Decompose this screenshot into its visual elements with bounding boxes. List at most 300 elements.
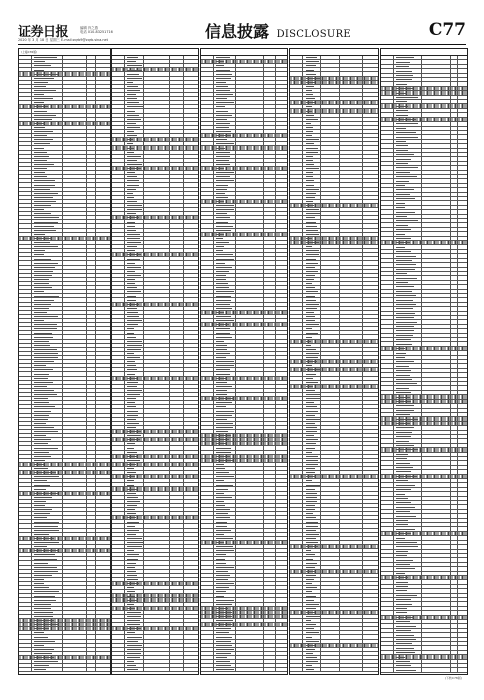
table-cell-divider: [393, 188, 394, 191]
table-cell-divider: [95, 516, 96, 519]
table-cell-divider: [62, 340, 63, 343]
table-cell-divider: [263, 134, 264, 137]
table-cell-text: [306, 448, 315, 449]
table-cell-divider: [235, 389, 236, 392]
table-cell-divider: [339, 487, 340, 490]
table-cell-text: [34, 669, 45, 670]
table-cell-text: [306, 554, 315, 555]
table-cell-text: [306, 591, 312, 592]
table-cell-text: [34, 591, 59, 592]
table-cell-divider: [62, 389, 63, 392]
table-cell-divider: [393, 660, 394, 663]
table-cell-divider: [124, 159, 125, 162]
table-cell-text: [306, 653, 313, 654]
table-cell-divider: [31, 142, 32, 145]
table-cell-divider: [457, 223, 458, 226]
table-cell-divider: [362, 142, 363, 145]
table-cell-divider: [31, 163, 32, 166]
table-cell-text: [306, 70, 314, 71]
table-cell-text: [34, 337, 52, 338]
table-cell-divider: [302, 483, 303, 486]
table-cell-divider: [275, 171, 276, 174]
table-cell-divider: [62, 648, 63, 651]
table-cell-divider: [450, 483, 451, 486]
table-cell-divider: [275, 77, 276, 80]
table-cell-divider: [320, 319, 321, 322]
table-cell-divider: [362, 434, 363, 437]
table-cell-text: [34, 402, 49, 403]
table-cell-text: [216, 632, 228, 633]
table-cell-divider: [275, 138, 276, 141]
table-cell-text: [306, 312, 314, 313]
table-cell-divider: [124, 648, 125, 651]
table-cell-divider: [320, 615, 321, 618]
table-cell-divider: [86, 393, 87, 396]
table-cell-divider: [31, 660, 32, 663]
table-cell-divider: [339, 578, 340, 581]
table-cell-divider: [95, 455, 96, 458]
table-cell-text: [127, 94, 136, 95]
table-cell-divider: [31, 315, 32, 318]
table-cell-text: [396, 414, 410, 415]
table-cell-divider: [302, 574, 303, 577]
table-cell-divider: [263, 286, 264, 289]
table-cell-divider: [263, 146, 264, 149]
table-cell-divider: [86, 512, 87, 515]
table-cell-divider: [213, 664, 214, 667]
table-cell-divider: [62, 594, 63, 597]
table-cell-divider: [86, 574, 87, 577]
table-cell-divider: [263, 319, 264, 322]
table-cell-divider: [275, 598, 276, 601]
table-cell-text: [127, 398, 136, 399]
table-cell-divider: [183, 640, 184, 643]
table-cell-divider: [143, 64, 144, 67]
table-cell-divider: [362, 261, 363, 264]
table-cell-divider: [457, 285, 458, 288]
table-cell-text: [34, 369, 53, 370]
table-cell-divider: [339, 619, 340, 622]
table-cell-divider: [362, 290, 363, 293]
table-cell-text: [216, 583, 233, 584]
table-cell-divider: [339, 298, 340, 301]
table-cell-divider: [450, 100, 451, 103]
table-cell-divider: [393, 232, 394, 235]
table-cell-divider: [183, 656, 184, 659]
table-cell-text: [306, 316, 315, 317]
table-cell-divider: [31, 508, 32, 511]
editor-line: 编辑 肖之燕: [80, 26, 99, 30]
table-cell-divider: [143, 253, 144, 256]
table-cell-text: [34, 534, 49, 535]
table-cell-divider: [143, 471, 144, 474]
table-cell-divider: [143, 627, 144, 630]
table-cell-text: [306, 259, 316, 260]
table-cell-text: [306, 620, 312, 621]
table-cell-divider: [302, 508, 303, 511]
table-cell-divider: [339, 360, 340, 363]
table-cell-divider: [95, 171, 96, 174]
table-column-4: [289, 48, 379, 675]
table-cell-text: [34, 509, 52, 510]
table-cell-divider: [31, 224, 32, 227]
table-cell-divider: [235, 631, 236, 634]
table-cell-divider: [263, 434, 264, 437]
table-cell-divider: [213, 85, 214, 88]
table-cell-text: [396, 476, 417, 477]
table-cell-divider: [450, 448, 451, 451]
table-cell-divider: [362, 60, 363, 63]
table-cell-divider: [31, 319, 32, 322]
table-cell-divider: [263, 455, 264, 458]
table-cell-divider: [213, 422, 214, 425]
table-cell-divider: [31, 598, 32, 601]
table-cell-divider: [183, 245, 184, 248]
table-cell-divider: [302, 364, 303, 367]
table-cell-divider: [213, 224, 214, 227]
table-cell-divider: [213, 574, 214, 577]
table-cell-divider: [275, 640, 276, 643]
table-cell-divider: [393, 391, 394, 394]
table-cell-divider: [86, 520, 87, 523]
table-cell-divider: [62, 401, 63, 404]
table-cell-text: [306, 452, 312, 453]
table-cell-divider: [95, 640, 96, 643]
table-cell-divider: [320, 516, 321, 519]
table-cell-divider: [302, 163, 303, 166]
table-cell-divider: [263, 487, 264, 490]
table-cell-divider: [213, 146, 214, 149]
table-cell-text: [34, 485, 49, 486]
table-cell-divider: [263, 541, 264, 544]
table-cell-text: [127, 106, 142, 107]
table-cell-divider: [275, 183, 276, 186]
table-cell-text: [396, 608, 407, 609]
table-cell-divider: [302, 372, 303, 375]
table-cell-divider: [143, 656, 144, 659]
table-cell-divider: [169, 508, 170, 511]
table-cell-divider: [275, 615, 276, 618]
table-cell-divider: [62, 126, 63, 129]
table-cell-divider: [95, 483, 96, 486]
table-cell-text: [396, 621, 410, 622]
table-cell-text: [306, 205, 315, 206]
table-cell-divider: [393, 351, 394, 354]
table-cell-divider: [362, 56, 363, 59]
table-cell-divider: [263, 130, 264, 133]
table-cell-divider: [393, 470, 394, 473]
table-cell-divider: [450, 223, 451, 226]
table-cell-divider: [320, 368, 321, 371]
table-cell-divider: [143, 352, 144, 355]
table-cell-text: [127, 386, 136, 387]
table-cell-divider: [95, 656, 96, 659]
table-cell-divider: [339, 179, 340, 182]
table-cell-divider: [320, 175, 321, 178]
table-cell-divider: [31, 126, 32, 129]
table-cell-divider: [183, 545, 184, 548]
table-cell-text: [216, 550, 233, 551]
table-cell-divider: [183, 163, 184, 166]
table-cell-divider: [213, 508, 214, 511]
table-cell-divider: [169, 475, 170, 478]
table-cell-divider: [183, 282, 184, 285]
table-cell-divider: [124, 631, 125, 634]
table-cell-divider: [31, 549, 32, 552]
table-cell-divider: [302, 327, 303, 330]
table-cell-divider: [169, 93, 170, 96]
table-cell-text: [216, 123, 229, 124]
table-cell-divider: [263, 315, 264, 318]
table-cell-divider: [143, 426, 144, 429]
table-cell-divider: [183, 627, 184, 630]
table-cell-divider: [450, 356, 451, 359]
table-cell-divider: [450, 193, 451, 196]
table-cell-divider: [62, 619, 63, 622]
table-cell-divider: [235, 496, 236, 499]
table-cell-divider: [183, 648, 184, 651]
table-cell-divider: [31, 344, 32, 347]
table-cell-divider: [124, 652, 125, 655]
table-cell-divider: [263, 635, 264, 638]
table-cell-text: [396, 273, 406, 274]
table-cell-divider: [320, 229, 321, 232]
table-cell-divider: [421, 268, 422, 271]
table-cell-divider: [421, 479, 422, 482]
table-cell-text: [216, 435, 230, 436]
table-cell-divider: [263, 151, 264, 154]
table-cell-divider: [457, 505, 458, 508]
table-cell-divider: [362, 298, 363, 301]
table-cell-divider: [275, 368, 276, 371]
table-cell-divider: [95, 446, 96, 449]
table-cell-divider: [31, 656, 32, 659]
table-cell-divider: [457, 572, 458, 575]
table-cell-divider: [320, 85, 321, 88]
table-cell-text: [127, 78, 142, 79]
table-cell-text: [216, 567, 234, 568]
table-cell-divider: [62, 381, 63, 384]
table-cell-divider: [393, 166, 394, 169]
table-cell-divider: [183, 142, 184, 145]
table-cell-divider: [143, 364, 144, 367]
table-cell-text: [216, 201, 223, 202]
table-cell-divider: [62, 553, 63, 556]
table-cell-divider: [339, 311, 340, 314]
table-cell-text: [127, 180, 138, 181]
table-cell-text: [396, 194, 409, 195]
table-cell-divider: [457, 109, 458, 112]
table-cell-text: [306, 439, 318, 440]
table-cell-divider: [302, 311, 303, 314]
table-cell-text: [216, 493, 223, 494]
table-cell-text: [127, 65, 142, 66]
table-cell-divider: [62, 151, 63, 154]
table-cell-divider: [275, 352, 276, 355]
table-cell-divider: [421, 193, 422, 196]
table-cell-text: [396, 123, 418, 124]
table-cell-divider: [302, 381, 303, 384]
table-cell-divider: [339, 537, 340, 540]
table-cell-divider: [95, 175, 96, 178]
table-cell-divider: [393, 611, 394, 614]
table-cell-divider: [362, 664, 363, 667]
table-cell-divider: [421, 60, 422, 63]
table-cell-divider: [213, 233, 214, 236]
table-cell-divider: [393, 527, 394, 530]
table-cell-divider: [86, 409, 87, 412]
table-cell-divider: [86, 619, 87, 622]
table-cell-divider: [302, 611, 303, 614]
table-cell-divider: [143, 438, 144, 441]
table-cell-divider: [169, 159, 170, 162]
table-cell-divider: [95, 188, 96, 191]
table-cell-divider: [124, 282, 125, 285]
table-cell-divider: [362, 537, 363, 540]
table-cell-divider: [86, 72, 87, 75]
table-cell-divider: [302, 389, 303, 392]
table-cell-divider: [143, 545, 144, 548]
table-cell-divider: [339, 192, 340, 195]
table-cell-divider: [421, 56, 422, 59]
table-cell-divider: [457, 215, 458, 218]
table-cell-text: [216, 70, 230, 71]
table-cell-text: [306, 538, 316, 539]
table-cell-divider: [275, 233, 276, 236]
table-cell-divider: [450, 303, 451, 306]
table-cell-divider: [393, 523, 394, 526]
table-cell-text: [396, 648, 414, 649]
table-cell-divider: [183, 405, 184, 408]
table-cell-divider: [235, 196, 236, 199]
table-cell-divider: [320, 60, 321, 63]
table-cell-divider: [320, 249, 321, 252]
table-cell-divider: [393, 461, 394, 464]
table-cell-divider: [302, 603, 303, 606]
table-cell-divider: [302, 142, 303, 145]
table-cell-divider: [95, 644, 96, 647]
table-cell-divider: [62, 167, 63, 170]
table-cell-divider: [143, 520, 144, 523]
table-cell-divider: [95, 138, 96, 141]
table-cell-text: [34, 526, 57, 527]
table-cell-text: [306, 123, 311, 124]
table-cell-divider: [457, 378, 458, 381]
table-cell-text: [127, 119, 141, 120]
table-cell-divider: [31, 114, 32, 117]
table-cell-divider: [263, 652, 264, 655]
table-cell-divider: [95, 122, 96, 125]
table-cell-divider: [320, 648, 321, 651]
table-cell-divider: [263, 500, 264, 503]
table-cell-text: [34, 460, 45, 461]
table-cell-divider: [320, 409, 321, 412]
table-cell-divider: [450, 219, 451, 222]
table-cell-divider: [124, 549, 125, 552]
table-cell-text: [34, 538, 54, 539]
table-cell-divider: [450, 74, 451, 77]
table-cell-divider: [393, 488, 394, 491]
table-cell-divider: [213, 368, 214, 371]
table-cell-divider: [62, 93, 63, 96]
table-cell-divider: [320, 455, 321, 458]
table-cell-divider: [143, 475, 144, 478]
table-cell-divider: [339, 397, 340, 400]
table-cell-divider: [421, 166, 422, 169]
table-cell-divider: [183, 414, 184, 417]
table-cell-divider: [320, 167, 321, 170]
table-cell-divider: [143, 529, 144, 532]
table-cell-text: [396, 242, 410, 243]
table-cell-text: [127, 538, 142, 539]
table-cell-divider: [339, 327, 340, 330]
table-cell-text: [306, 480, 312, 481]
table-cell-divider: [302, 426, 303, 429]
table-cell-divider: [263, 303, 264, 306]
table-cell-divider: [457, 668, 458, 671]
table-cell-divider: [339, 307, 340, 310]
table-cell-text: [216, 226, 233, 227]
table-cell-divider: [86, 142, 87, 145]
table-cell-divider: [275, 545, 276, 548]
table-cell-divider: [275, 105, 276, 108]
table-cell-text: [34, 226, 53, 227]
table-cell-divider: [86, 89, 87, 92]
table-cell-divider: [235, 561, 236, 564]
table-cell-divider: [169, 77, 170, 80]
table-cell-divider: [213, 397, 214, 400]
table-cell-divider: [169, 72, 170, 75]
table-cell-divider: [213, 89, 214, 92]
table-cell-text: [127, 304, 139, 305]
table-cell-divider: [302, 220, 303, 223]
table-cell-divider: [450, 382, 451, 385]
table-cell-text: [396, 419, 417, 420]
table-cell-divider: [95, 261, 96, 264]
table-cell-text: [306, 337, 312, 338]
table-cell-divider: [213, 175, 214, 178]
table-cell-divider: [213, 578, 214, 581]
table-cell-text: [34, 357, 57, 358]
table-cell-divider: [124, 167, 125, 170]
table-cell-divider: [143, 266, 144, 269]
table-cell-divider: [235, 549, 236, 552]
table-cell-divider: [450, 197, 451, 200]
table-cell-divider: [213, 348, 214, 351]
table-cell-divider: [457, 241, 458, 244]
table-cell-divider: [124, 487, 125, 490]
table-cell-divider: [31, 261, 32, 264]
table-cell-text: [396, 502, 411, 503]
table-cell-divider: [62, 611, 63, 614]
table-cell-divider: [213, 64, 214, 67]
table-cell-divider: [302, 492, 303, 495]
table-cell-divider: [421, 554, 422, 557]
table-cell-divider: [263, 122, 264, 125]
table-cell-divider: [275, 644, 276, 647]
table-cell-text: [396, 185, 405, 186]
table-cell-divider: [235, 352, 236, 355]
table-rows: [112, 56, 198, 672]
table-cell-divider: [339, 660, 340, 663]
table-cell-divider: [31, 270, 32, 273]
table-cell-text: [127, 337, 135, 338]
table-cell-text: [127, 357, 140, 358]
table-cell-divider: [183, 233, 184, 236]
table-cell-text: [127, 176, 136, 177]
table-cell-divider: [450, 422, 451, 425]
table-cell-divider: [362, 307, 363, 310]
